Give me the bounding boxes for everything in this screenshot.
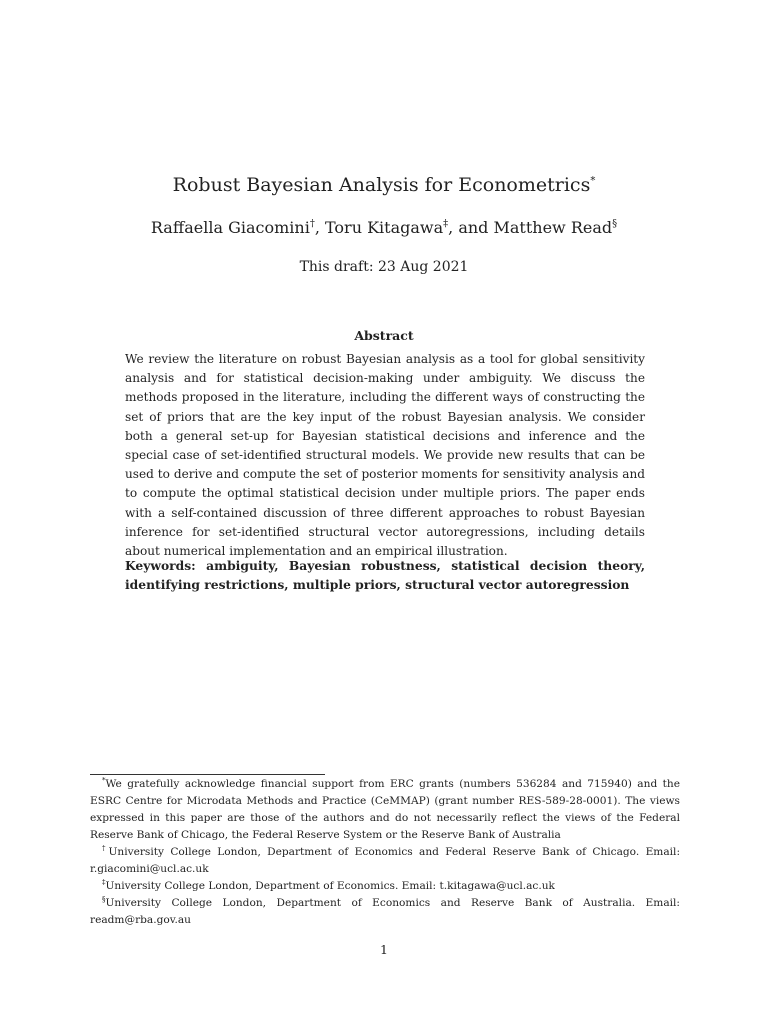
footnote bbox=[90, 844, 680, 878]
footnote-text: University College London, Department of Economics and Reserve Bank of Australia. Email: readm@rba.gov.au bbox=[90, 897, 680, 926]
footnote bbox=[90, 878, 680, 895]
footnote-divider bbox=[90, 774, 325, 775]
keywords-label: Keywords: bbox=[125, 558, 196, 573]
title-text: Robust Bayesian Analysis for Econometrics bbox=[172, 174, 591, 196]
footnote-mark: † bbox=[102, 844, 109, 853]
footnote-text: University College London, Department of Economics. Email: t.kitagawa@ucl.ac.uk bbox=[105, 880, 555, 892]
author-footnote-mark: ‡ bbox=[443, 218, 449, 230]
footnote bbox=[90, 895, 680, 929]
author-name: Raffaella Giacomini bbox=[150, 218, 310, 237]
footnote-text: University College London, Department of Economics and Federal Reserve Bank of Chicago. Email: r.giacomini@ucl.ac.uk bbox=[90, 846, 681, 875]
author-list bbox=[0, 217, 768, 239]
footnote-mark: ‡ bbox=[102, 878, 106, 887]
author-separator: , bbox=[314, 218, 325, 237]
paper-title bbox=[0, 172, 768, 198]
abstract-body: We review the literature on robust Bayesian analysis as a tool for global sensitivity analysis and for statistical decision-making under ambiguity. We discuss the methods proposed in the literature, including the different ways of constructing the set of priors that are the key input of the robust Bayesian analysis. We consider both a general set-up for Bayesian statistical decisions and inference and the special case of set-identified structural models. We provide new results that can be used to derive and compute the set of posterior moments for sensitivity analysis and to compute the optimal statistical decision under multiple priors. The paper ends with a self-contained discussion of three different approaches to robust Bayesian inference for set-identified structural vector autoregressions, including details about numerical implementation and an empirical illustration. bbox=[125, 352, 645, 559]
footnotes bbox=[90, 776, 680, 929]
author-name: Toru Kitagawa bbox=[324, 218, 444, 237]
footnote bbox=[90, 776, 680, 844]
author-name: Matthew Read bbox=[493, 218, 613, 237]
author-separator: , and bbox=[448, 218, 494, 237]
abstract-heading: Abstract bbox=[354, 328, 414, 343]
title-footnote-mark: * bbox=[590, 175, 596, 187]
draft-date: This draft: 23 Aug 2021 bbox=[299, 259, 469, 275]
page-number: 1 bbox=[380, 942, 388, 957]
author-footnote-mark: † bbox=[309, 218, 315, 230]
footnote-mark: § bbox=[102, 895, 106, 904]
footnote-text: We gratefully acknowledge financial support from ERC grants (numbers 536284 and 715940) and the ESRC Centre for Microdata Methods and Practice (CeMMAP) (grant number RES-589-28-0001). The views expressed in this paper are those of the authors and do not necessarily reflect the views of the Federal Reserve Bank of Chicago, the Federal Reserve System or the Reserve Bank of Australia bbox=[90, 778, 680, 841]
keywords-text: ambiguity, Bayesian robustness, statistical decision theory, identifying restrictions, multiple priors, structural vector autoregression bbox=[125, 558, 645, 592]
footnote-mark: * bbox=[102, 776, 106, 785]
author-footnote-mark: § bbox=[612, 218, 618, 230]
keywords bbox=[125, 556, 645, 594]
